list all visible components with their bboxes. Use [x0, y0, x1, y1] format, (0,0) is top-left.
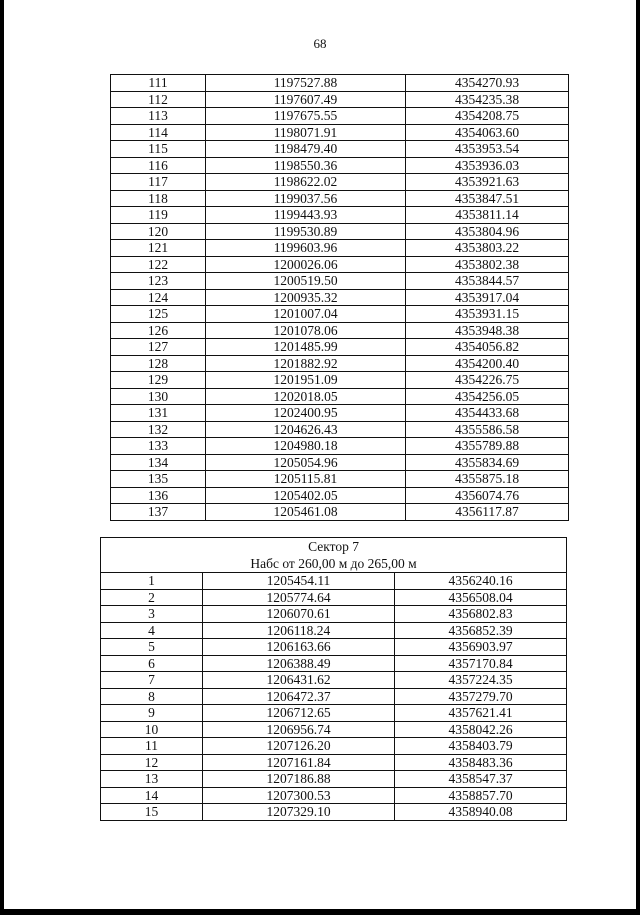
table-row [111, 388, 569, 405]
y-coordinate-cell: 4354235.38 [406, 91, 569, 108]
y-coordinate-cell: 4358940.08 [395, 804, 567, 821]
x-coordinate-cell: 1202400.95 [206, 405, 406, 422]
point-number-cell: 8 [101, 688, 203, 705]
x-coordinate-cell: 1200026.06 [206, 256, 406, 273]
y-coordinate-cell: 4353804.96 [406, 223, 569, 240]
x-coordinate-cell: 1199443.93 [206, 207, 406, 224]
x-coordinate-cell: 1205402.05 [206, 487, 406, 504]
point-number-cell: 15 [101, 804, 203, 821]
point-number-cell: 123 [111, 273, 206, 290]
table-row [101, 655, 567, 672]
table-row [111, 174, 569, 191]
y-coordinate-cell: 4358547.37 [395, 771, 567, 788]
point-number-cell: 121 [111, 240, 206, 257]
x-coordinate-cell: 1200935.32 [206, 289, 406, 306]
x-coordinate-cell: 1206118.24 [203, 622, 395, 639]
x-coordinate-cell: 1205054.96 [206, 454, 406, 471]
sector-subtitle: Набс от 260,00 м до 265,00 м [250, 556, 417, 571]
x-coordinate-cell: 1206431.62 [203, 672, 395, 689]
y-coordinate-cell: 4355586.58 [406, 421, 569, 438]
point-number-cell: 13 [101, 771, 203, 788]
x-coordinate-cell: 1201078.06 [206, 322, 406, 339]
point-number-cell: 130 [111, 388, 206, 405]
x-coordinate-cell: 1201951.09 [206, 372, 406, 389]
x-coordinate-cell: 1207329.10 [203, 804, 395, 821]
x-coordinate-cell: 1201007.04 [206, 306, 406, 323]
table-row [111, 322, 569, 339]
y-coordinate-cell: 4354208.75 [406, 108, 569, 125]
x-coordinate-cell: 1198550.36 [206, 157, 406, 174]
table-row [101, 738, 567, 755]
y-coordinate-cell: 4356508.04 [395, 589, 567, 606]
table-row [101, 622, 567, 639]
table-row [111, 223, 569, 240]
point-number-cell: 115 [111, 141, 206, 158]
point-number-cell: 128 [111, 355, 206, 372]
x-coordinate-cell: 1207161.84 [203, 754, 395, 771]
point-number-cell: 112 [111, 91, 206, 108]
y-coordinate-cell: 4353847.51 [406, 190, 569, 207]
table-row [101, 787, 567, 804]
x-coordinate-cell: 1204626.43 [206, 421, 406, 438]
x-coordinate-cell: 1205454.11 [203, 573, 395, 590]
table-row [101, 771, 567, 788]
y-coordinate-cell: 4358483.36 [395, 754, 567, 771]
x-coordinate-cell: 1199603.96 [206, 240, 406, 257]
page-number: 68 [313, 36, 327, 51]
point-number-cell: 132 [111, 421, 206, 438]
table-row [111, 108, 569, 125]
table-row [101, 606, 567, 623]
point-number-cell: 111 [111, 75, 206, 92]
y-coordinate-cell: 4353844.57 [406, 273, 569, 290]
point-number-cell: 134 [111, 454, 206, 471]
y-coordinate-cell: 4353811.14 [406, 207, 569, 224]
x-coordinate-cell: 1198071.91 [206, 124, 406, 141]
table-row [111, 405, 569, 422]
x-coordinate-cell: 1205115.81 [206, 471, 406, 488]
table-row [111, 75, 569, 92]
table-row [111, 372, 569, 389]
table-row [111, 157, 569, 174]
x-coordinate-cell: 1198622.02 [206, 174, 406, 191]
x-coordinate-cell: 1206163.66 [203, 639, 395, 656]
table-row [111, 240, 569, 257]
x-coordinate-cell: 1207300.53 [203, 787, 395, 804]
table-row [111, 141, 569, 158]
coordinates-table-2 [100, 537, 567, 821]
point-number-cell: 113 [111, 108, 206, 125]
y-coordinate-cell: 4357170.84 [395, 655, 567, 672]
table-row [101, 639, 567, 656]
y-coordinate-cell: 4354226.75 [406, 372, 569, 389]
y-coordinate-cell: 4357224.35 [395, 672, 567, 689]
x-coordinate-cell: 1199037.56 [206, 190, 406, 207]
table-row [101, 688, 567, 705]
x-coordinate-cell: 1206070.61 [203, 606, 395, 623]
point-number-cell: 133 [111, 438, 206, 455]
y-coordinate-cell: 4354200.40 [406, 355, 569, 372]
point-number-cell: 118 [111, 190, 206, 207]
y-coordinate-cell: 4358042.26 [395, 721, 567, 738]
point-number-cell: 3 [101, 606, 203, 623]
x-coordinate-cell: 1207126.20 [203, 738, 395, 755]
point-number-cell: 136 [111, 487, 206, 504]
x-coordinate-cell: 1201485.99 [206, 339, 406, 356]
table-row [111, 504, 569, 521]
point-number-cell: 10 [101, 721, 203, 738]
x-coordinate-cell: 1198479.40 [206, 141, 406, 158]
table-row [101, 672, 567, 689]
y-coordinate-cell: 4356903.97 [395, 639, 567, 656]
table-row [101, 754, 567, 771]
point-number-cell: 120 [111, 223, 206, 240]
y-coordinate-cell: 4354270.93 [406, 75, 569, 92]
point-number-cell: 14 [101, 787, 203, 804]
y-coordinate-cell: 4354433.68 [406, 405, 569, 422]
x-coordinate-cell: 1197607.49 [206, 91, 406, 108]
table-row [111, 289, 569, 306]
x-coordinate-cell: 1202018.05 [206, 388, 406, 405]
sector-title: Сектор 7 [308, 539, 359, 554]
x-coordinate-cell: 1197675.55 [206, 108, 406, 125]
y-coordinate-cell: 4355834.69 [406, 454, 569, 471]
x-coordinate-cell: 1206956.74 [203, 721, 395, 738]
table-row [101, 804, 567, 821]
y-coordinate-cell: 4357279.70 [395, 688, 567, 705]
point-number-cell: 137 [111, 504, 206, 521]
point-number-cell: 2 [101, 589, 203, 606]
y-coordinate-cell: 4353931.15 [406, 306, 569, 323]
y-coordinate-cell: 4353802.38 [406, 256, 569, 273]
point-number-cell: 119 [111, 207, 206, 224]
table-row [101, 705, 567, 722]
y-coordinate-cell: 4353803.22 [406, 240, 569, 257]
y-coordinate-cell: 4354056.82 [406, 339, 569, 356]
table-row [111, 124, 569, 141]
y-coordinate-cell: 4356802.83 [395, 606, 567, 623]
table-row [111, 256, 569, 273]
y-coordinate-cell: 4354063.60 [406, 124, 569, 141]
point-number-cell: 4 [101, 622, 203, 639]
point-number-cell: 116 [111, 157, 206, 174]
table-row [111, 454, 569, 471]
y-coordinate-cell: 4358403.79 [395, 738, 567, 755]
point-number-cell: 126 [111, 322, 206, 339]
point-number-cell: 129 [111, 372, 206, 389]
x-coordinate-cell: 1201882.92 [206, 355, 406, 372]
table-row [101, 721, 567, 738]
x-coordinate-cell: 1206712.65 [203, 705, 395, 722]
table-row [101, 573, 567, 590]
table-row [111, 471, 569, 488]
x-coordinate-cell: 1206472.37 [203, 688, 395, 705]
table-row [111, 207, 569, 224]
point-number-cell: 6 [101, 655, 203, 672]
point-number-cell: 127 [111, 339, 206, 356]
point-number-cell: 11 [101, 738, 203, 755]
x-coordinate-cell: 1207186.88 [203, 771, 395, 788]
point-number-cell: 1 [101, 573, 203, 590]
table-row [111, 190, 569, 207]
y-coordinate-cell: 4353921.63 [406, 174, 569, 191]
point-number-cell: 125 [111, 306, 206, 323]
x-coordinate-cell: 1206388.49 [203, 655, 395, 672]
scan-border-left [0, 0, 4, 915]
point-number-cell: 5 [101, 639, 203, 656]
table-row [111, 355, 569, 372]
sector-header-row [101, 538, 567, 573]
point-number-cell: 131 [111, 405, 206, 422]
x-coordinate-cell: 1200519.50 [206, 273, 406, 290]
table-row [111, 487, 569, 504]
coordinates-table-1 [110, 74, 569, 521]
y-coordinate-cell: 4357621.41 [395, 705, 567, 722]
y-coordinate-cell: 4353948.38 [406, 322, 569, 339]
x-coordinate-cell: 1204980.18 [206, 438, 406, 455]
table-row [111, 273, 569, 290]
y-coordinate-cell: 4358857.70 [395, 787, 567, 804]
sector-header-cell [101, 538, 567, 573]
y-coordinate-cell: 4354256.05 [406, 388, 569, 405]
x-coordinate-cell: 1205774.64 [203, 589, 395, 606]
table-row [111, 306, 569, 323]
scan-border-bottom [0, 909, 640, 915]
table-row [111, 421, 569, 438]
point-number-cell: 135 [111, 471, 206, 488]
y-coordinate-cell: 4353917.04 [406, 289, 569, 306]
scan-border-right [636, 0, 640, 915]
table-row [111, 91, 569, 108]
point-number-cell: 9 [101, 705, 203, 722]
table-row [111, 438, 569, 455]
point-number-cell: 122 [111, 256, 206, 273]
point-number-cell: 117 [111, 174, 206, 191]
y-coordinate-cell: 4353936.03 [406, 157, 569, 174]
x-coordinate-cell: 1205461.08 [206, 504, 406, 521]
table-row [101, 589, 567, 606]
y-coordinate-cell: 4356117.87 [406, 504, 569, 521]
y-coordinate-cell: 4353953.54 [406, 141, 569, 158]
y-coordinate-cell: 4355789.88 [406, 438, 569, 455]
y-coordinate-cell: 4355875.18 [406, 471, 569, 488]
y-coordinate-cell: 4356074.76 [406, 487, 569, 504]
point-number-cell: 12 [101, 754, 203, 771]
point-number-cell: 124 [111, 289, 206, 306]
y-coordinate-cell: 4356240.16 [395, 573, 567, 590]
point-number-cell: 7 [101, 672, 203, 689]
x-coordinate-cell: 1197527.88 [206, 75, 406, 92]
x-coordinate-cell: 1199530.89 [206, 223, 406, 240]
point-number-cell: 114 [111, 124, 206, 141]
table-row [111, 339, 569, 356]
y-coordinate-cell: 4356852.39 [395, 622, 567, 639]
